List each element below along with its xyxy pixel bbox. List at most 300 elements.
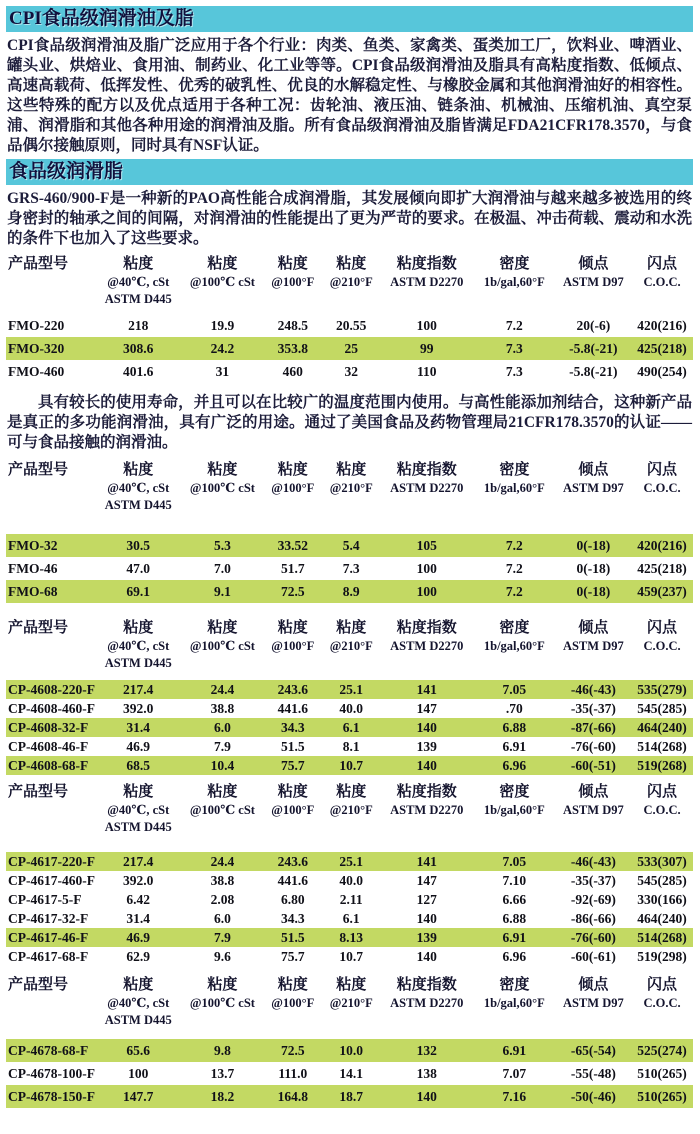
column-header-line: 粘度	[123, 977, 154, 993]
column-header-line: 产品型号	[8, 620, 69, 636]
table-header-row	[6, 619, 693, 672]
value-cell: 31.4	[126, 719, 151, 735]
value-cell: 420(216)	[637, 537, 687, 553]
value-cell: 7.10	[502, 872, 527, 888]
column-header-line: 粘度指数	[396, 784, 457, 800]
column-header-line: 粘度指数	[396, 620, 457, 636]
column-header	[556, 976, 632, 1012]
value-cell: -60(-51)	[570, 757, 616, 773]
table-row	[6, 557, 693, 580]
value-cell: 31.4	[126, 910, 151, 926]
value-cell: 139	[416, 738, 437, 754]
column-header	[473, 255, 555, 291]
column-header-line: 产品型号	[8, 462, 69, 478]
column-header-line: ASTM D2270	[390, 639, 464, 653]
column-header-line: @210°F	[329, 481, 373, 495]
value-cell: 10.7	[339, 948, 363, 964]
table-row	[6, 1062, 693, 1085]
product-model-cell: CP-4617-5-F	[8, 891, 82, 907]
value-cell: -92(-69)	[570, 891, 616, 907]
value-cell: 47.0	[126, 560, 151, 576]
value-cell: -65(-54)	[570, 1042, 616, 1058]
column-header-line: ASTM D445	[104, 292, 172, 306]
table-row	[6, 1085, 693, 1108]
column-header	[95, 783, 181, 836]
product-model-cell: CP-4617-46-F	[8, 929, 89, 945]
value-cell: 6.0	[213, 910, 231, 926]
value-cell: 147	[416, 872, 437, 888]
product-model-cell: CP-4617-32-F	[8, 910, 89, 926]
value-cell: 6.91	[502, 1042, 527, 1058]
column-header	[181, 461, 263, 497]
column-header-line: 粘度指数	[396, 256, 457, 272]
column-header	[380, 461, 473, 497]
value-cell: 464(240)	[637, 910, 687, 926]
value-cell: 14.1	[339, 1065, 363, 1081]
value-cell: -5.8(-21)	[569, 340, 618, 356]
value-cell: 62.9	[126, 948, 151, 964]
column-header-line: ASTM D97	[562, 275, 624, 289]
value-cell: 100	[416, 583, 437, 599]
column-header-line: ASTM D445	[104, 498, 172, 512]
column-header-line: 1b/gal,60°F	[483, 996, 545, 1010]
value-cell: 0(-18)	[576, 583, 611, 599]
value-cell: 6.91	[502, 929, 527, 945]
value-cell: 7.9	[213, 738, 231, 754]
value-cell: 460	[282, 363, 303, 379]
column-header-line: 1b/gal,60°F	[483, 639, 545, 653]
column-header-line: C.O.C.	[643, 481, 681, 495]
table-row	[6, 928, 693, 947]
value-cell: 8.1	[342, 738, 360, 754]
value-cell: 20(-6)	[576, 317, 611, 333]
column-header-line: @210°F	[329, 639, 373, 653]
value-cell: -5.8(-21)	[569, 363, 618, 379]
value-cell: 40.0	[339, 700, 363, 716]
column-header-line: 产品型号	[8, 784, 69, 800]
column-header	[631, 783, 693, 819]
value-cell: 8.13	[339, 929, 363, 945]
column-header-line: @100°F	[271, 803, 315, 817]
value-cell: 5.3	[213, 537, 231, 553]
table-row	[6, 360, 693, 383]
value-cell: 510(265)	[637, 1065, 687, 1081]
value-cell: 46.9	[126, 929, 151, 945]
column-header	[95, 461, 181, 514]
product-model-cell: CP-4678-100-F	[8, 1065, 95, 1081]
value-cell: 141	[416, 853, 437, 869]
product-model-cell: FMO-32	[8, 537, 58, 553]
value-cell: 514(268)	[637, 738, 687, 754]
value-cell: 72.5	[280, 1042, 305, 1058]
column-header-line: @100℃ cSt	[189, 481, 255, 495]
column-header-line: @40℃, cSt	[107, 639, 170, 653]
value-cell: 7.3	[505, 340, 523, 356]
column-header-line: 粘度	[277, 977, 308, 993]
value-cell: 141	[416, 681, 437, 697]
value-cell: 19.9	[210, 317, 235, 333]
value-cell: -55(-48)	[570, 1065, 616, 1081]
column-header-line: C.O.C.	[643, 996, 681, 1010]
value-cell: 5.4	[342, 537, 360, 553]
value-cell: 441.6	[277, 872, 308, 888]
value-cell: -46(-43)	[570, 681, 616, 697]
column-header-line: 粘度	[277, 784, 308, 800]
column-header	[95, 619, 181, 672]
column-header-line: @100℃ cSt	[189, 996, 255, 1010]
value-cell: 8.9	[342, 583, 360, 599]
value-cell: 24.2	[210, 340, 235, 356]
column-header-line: 粘度	[277, 256, 308, 272]
table-row	[6, 909, 693, 928]
column-header-line: ASTM D2270	[390, 481, 464, 495]
value-cell: 525(274)	[637, 1042, 687, 1058]
column-header-line: 闪点	[647, 462, 678, 478]
value-cell: 140	[416, 1088, 437, 1104]
value-cell: 519(268)	[637, 757, 687, 773]
column-header	[380, 976, 473, 1012]
table-header-row	[6, 783, 693, 836]
value-cell: 441.6	[277, 700, 308, 716]
column-header	[95, 976, 181, 1029]
column-header	[473, 783, 555, 819]
column-header	[181, 619, 263, 655]
table-row	[6, 852, 693, 871]
column-header-line: 粘度	[207, 256, 238, 272]
value-cell: 7.9	[213, 929, 231, 945]
table-header-row	[6, 461, 693, 514]
value-cell: -50(-46)	[570, 1088, 616, 1104]
value-cell: -87(-66)	[570, 719, 616, 735]
value-cell: 9.8	[213, 1042, 231, 1058]
value-cell: 25.1	[339, 681, 363, 697]
value-cell: 24.4	[210, 853, 235, 869]
value-cell: 31	[215, 363, 230, 379]
product-model-cell: CP-4608-220-F	[8, 681, 95, 697]
column-header-line: 粘度	[277, 620, 308, 636]
column-header-line: 粘度	[207, 784, 238, 800]
value-cell: 110	[417, 363, 437, 379]
value-cell: 6.96	[502, 757, 527, 773]
value-cell: 51.5	[280, 929, 305, 945]
column-header-line: ASTM D2270	[390, 803, 464, 817]
value-cell: 140	[416, 757, 437, 773]
column-header-line: 倾点	[578, 620, 609, 636]
column-header	[631, 255, 693, 291]
column-header-line: 粘度	[123, 620, 154, 636]
column-header	[380, 255, 473, 291]
column-header-line: 粘度	[336, 784, 367, 800]
value-cell: 535(279)	[637, 681, 687, 697]
value-cell: 6.96	[502, 948, 527, 964]
column-header	[322, 976, 380, 1012]
product-model-cell: FMO-68	[8, 583, 58, 599]
value-cell: 140	[416, 910, 437, 926]
value-cell: 25.1	[339, 853, 363, 869]
value-cell: 0(-18)	[576, 537, 611, 553]
column-header-line: 粘度	[207, 977, 238, 993]
value-cell: 10.0	[339, 1042, 363, 1058]
column-header-line: 粘度	[336, 620, 367, 636]
column-header-line: C.O.C.	[643, 275, 681, 289]
column-header-line: 粘度	[277, 462, 308, 478]
column-header	[322, 461, 380, 497]
spec-table-fmo-220-series	[6, 255, 693, 383]
value-cell: 46.9	[126, 738, 151, 754]
oils-intro-paragraph: CPI食品级润滑油及脂广泛应用于各个行业：肉类、鱼类、家禽类、蛋类加工厂，饮料业、啤酒业、罐头业、烘焙业、食用油、制药业、化工业等等。CPI食品级润滑油及脂具有高粘度指数、低倾点、高速高载荷、低挥发性、优秀的破乳性、优良的水解稳定性、与橡胶金属和其他润滑油好的相容性。这些特殊的配方以及优点适用于各种工况：齿轮油、液压油、链条油、机械油、压缩机油、真空泵浦、润滑脂和其他各种用途的润滑油及脂。所有食品级润滑油及脂皆满足FDA21CFR178.3570，与食品偶尔接触原则，同时具有NSF认证。	[7, 37, 692, 154]
value-cell: 25	[344, 340, 358, 356]
column-header	[556, 255, 632, 291]
value-cell: 7.05	[502, 681, 527, 697]
column-header-line: ASTM D97	[562, 803, 624, 817]
column-header-line: 产品型号	[8, 256, 69, 272]
column-header-line: 粘度	[123, 256, 154, 272]
value-cell: .70	[505, 700, 523, 716]
table-row	[6, 534, 693, 557]
column-header	[6, 976, 95, 995]
value-cell: 6.88	[502, 719, 527, 735]
value-cell: 164.8	[277, 1088, 308, 1104]
value-cell: 490(254)	[637, 363, 687, 379]
value-cell: -46(-43)	[570, 853, 616, 869]
product-model-cell: CP-4617-68-F	[8, 948, 89, 964]
value-cell: 127	[416, 891, 437, 907]
value-cell: -76(-60)	[570, 738, 616, 754]
column-header	[473, 461, 555, 497]
column-header	[380, 619, 473, 655]
value-cell: 392.0	[123, 872, 154, 888]
column-header	[631, 461, 693, 497]
column-header-line: ASTM D97	[562, 996, 624, 1010]
column-header-line: 倾点	[578, 462, 609, 478]
column-header-line: @100°F	[271, 996, 315, 1010]
value-cell: 0(-18)	[576, 560, 611, 576]
column-header-line: 密度	[499, 620, 530, 636]
column-header	[264, 976, 322, 1012]
value-cell: 330(166)	[637, 891, 687, 907]
value-cell: 51.5	[280, 738, 305, 754]
product-model-cell: FMO-460	[8, 363, 65, 379]
column-header-line: @40℃, cSt	[107, 803, 170, 817]
value-cell: 545(285)	[637, 700, 687, 716]
column-header-line: 闪点	[647, 784, 678, 800]
column-header	[6, 255, 95, 274]
column-header-line: ASTM D97	[562, 639, 624, 653]
value-cell: 217.4	[123, 681, 154, 697]
section-title-text: 食品级润滑脂	[9, 161, 124, 182]
value-cell: 10.4	[210, 757, 235, 773]
column-header	[6, 619, 95, 638]
value-cell: 218	[128, 317, 149, 333]
value-cell: 6.0	[213, 719, 231, 735]
value-cell: 139	[416, 929, 437, 945]
value-cell: 34.3	[280, 719, 305, 735]
value-cell: 510(265)	[637, 1088, 687, 1104]
table-row	[6, 947, 693, 966]
product-model-cell: CP-4608-68-F	[8, 757, 89, 773]
column-header-line: ASTM D2270	[390, 996, 464, 1010]
table-row	[6, 871, 693, 890]
value-cell: 99	[420, 340, 434, 356]
value-cell: 459(237)	[637, 583, 687, 599]
value-cell: 68.5	[126, 757, 151, 773]
spec-table-cp-4608-series	[6, 619, 693, 775]
value-cell: 38.8	[210, 872, 235, 888]
value-cell: 7.3	[505, 363, 523, 379]
column-header	[473, 976, 555, 1012]
spec-table-fmo-32-series	[6, 461, 693, 603]
column-header-line: 闪点	[647, 256, 678, 272]
section-title-text: CPI食品级润滑油及脂	[9, 8, 194, 29]
value-cell: 32	[344, 363, 358, 379]
column-header	[631, 976, 693, 1012]
column-header-line: @210°F	[329, 275, 373, 289]
value-cell: 140	[416, 948, 437, 964]
value-cell: -86(-66)	[570, 910, 616, 926]
section-title-food-grade-oils	[6, 6, 693, 32]
value-cell: 7.0	[213, 560, 231, 576]
value-cell: 138	[416, 1065, 437, 1081]
column-header-line: 粘度指数	[396, 462, 457, 478]
value-cell: 140	[416, 719, 437, 735]
value-cell: 401.6	[123, 363, 154, 379]
column-header-line: 粘度	[207, 620, 238, 636]
product-model-cell: FMO-320	[8, 340, 65, 356]
column-header	[556, 619, 632, 655]
value-cell: 6.91	[502, 738, 527, 754]
spec-table-cp-4678-series	[6, 976, 693, 1108]
section-title-food-grade-grease	[6, 159, 693, 185]
value-cell: 24.4	[210, 681, 235, 697]
column-header-line: @100℃ cSt	[189, 275, 255, 289]
table-row	[6, 680, 693, 699]
value-cell: 6.1	[342, 719, 360, 735]
column-header-line: 密度	[499, 977, 530, 993]
value-cell: 111.0	[278, 1065, 308, 1081]
product-model-cell: CP-4678-150-F	[8, 1088, 95, 1104]
value-cell: 6.66	[502, 891, 527, 907]
value-cell: 392.0	[123, 700, 154, 716]
column-header-line: C.O.C.	[643, 639, 681, 653]
value-cell: -35(-37)	[570, 700, 616, 716]
column-header-line: 粘度	[207, 462, 238, 478]
column-header	[556, 461, 632, 497]
column-header-line: @210°F	[329, 803, 373, 817]
product-model-cell: CP-4608-460-F	[8, 700, 95, 716]
value-cell: 38.8	[210, 700, 235, 716]
value-cell: 7.3	[342, 560, 360, 576]
value-cell: -35(-37)	[570, 872, 616, 888]
column-header-line: @40℃, cSt	[107, 275, 170, 289]
column-header-line: ASTM D2270	[390, 275, 464, 289]
column-header	[6, 783, 95, 802]
column-header-line: 密度	[499, 462, 530, 478]
value-cell: 425(218)	[637, 560, 687, 576]
table-row	[6, 890, 693, 909]
value-cell: 33.52	[277, 537, 308, 553]
column-header	[264, 783, 322, 819]
value-cell: 514(268)	[637, 929, 687, 945]
product-model-cell: CP-4678-68-F	[8, 1042, 89, 1058]
column-header	[6, 461, 95, 480]
column-header-line: 1b/gal,60°F	[483, 481, 545, 495]
grease-intro-paragraph: GRS-460/900-F是一种新的PAO高性能合成润滑脂，其发展倾向即扩大润滑油与越来越多被选用的终身密封的轴承之间的间隔，对润滑油的性能提出了更为严苛的要求。在极温、冲击荷载、震动和水洗的条件下也加入了这些要求。	[7, 190, 692, 247]
value-cell: 6.1	[342, 910, 360, 926]
value-cell: 243.6	[277, 681, 308, 697]
value-cell: 7.2	[505, 583, 523, 599]
value-cell: 147	[416, 700, 437, 716]
value-cell: 51.7	[280, 560, 305, 576]
column-header-line: 倾点	[578, 256, 609, 272]
value-cell: 100	[416, 560, 437, 576]
value-cell: 75.7	[280, 948, 305, 964]
value-cell: 132	[416, 1042, 437, 1058]
value-cell: 464(240)	[637, 719, 687, 735]
column-header-line: @100℃ cSt	[189, 803, 255, 817]
value-cell: 34.3	[280, 910, 305, 926]
value-cell: 7.2	[505, 537, 523, 553]
column-header-line: 闪点	[647, 620, 678, 636]
value-cell: 9.6	[213, 948, 231, 964]
table-row	[6, 337, 693, 360]
column-header-line: 1b/gal,60°F	[483, 275, 545, 289]
value-cell: 420(216)	[637, 317, 687, 333]
column-header-line: @100°F	[271, 639, 315, 653]
column-header-line: @210°F	[329, 996, 373, 1010]
value-cell: -76(-60)	[570, 929, 616, 945]
table-row	[6, 699, 693, 718]
value-cell: 217.4	[123, 853, 154, 869]
table-row	[6, 737, 693, 756]
table-row	[6, 580, 693, 603]
column-header	[380, 783, 473, 819]
value-cell: 20.55	[336, 317, 367, 333]
column-header	[322, 783, 380, 819]
column-header	[264, 461, 322, 497]
column-header-line: @100°F	[271, 275, 315, 289]
value-cell: 308.6	[123, 340, 154, 356]
value-cell: -60(-61)	[570, 948, 616, 964]
value-cell: 13.7	[210, 1065, 235, 1081]
value-cell: 9.1	[213, 583, 231, 599]
product-model-cell: FMO-46	[8, 560, 58, 576]
product-model-cell: CP-4617-220-F	[8, 853, 95, 869]
value-cell: 7.16	[502, 1088, 527, 1104]
column-header-line: @40℃, cSt	[107, 481, 170, 495]
column-header-line: @100°F	[271, 481, 315, 495]
value-cell: 7.2	[505, 317, 523, 333]
column-header	[556, 783, 632, 819]
column-header-line: 闪点	[647, 977, 678, 993]
value-cell: 10.7	[339, 757, 363, 773]
value-cell: 18.7	[339, 1088, 363, 1104]
value-cell: 7.07	[502, 1065, 527, 1081]
product-model-cell: CP-4617-460-F	[8, 872, 95, 888]
column-header-line: 密度	[499, 256, 530, 272]
value-cell: 100	[128, 1065, 149, 1081]
table-header-row	[6, 976, 693, 1029]
column-header-line: 粘度	[123, 784, 154, 800]
table-header-row	[6, 255, 693, 308]
value-cell: 6.42	[126, 891, 151, 907]
table-row	[6, 314, 693, 337]
value-cell: 545(285)	[637, 872, 687, 888]
value-cell: 72.5	[280, 583, 305, 599]
column-header-line: @40℃, cSt	[107, 996, 170, 1010]
column-header-line: ASTM D97	[562, 481, 624, 495]
value-cell: 40.0	[339, 872, 363, 888]
value-cell: 65.6	[126, 1042, 151, 1058]
